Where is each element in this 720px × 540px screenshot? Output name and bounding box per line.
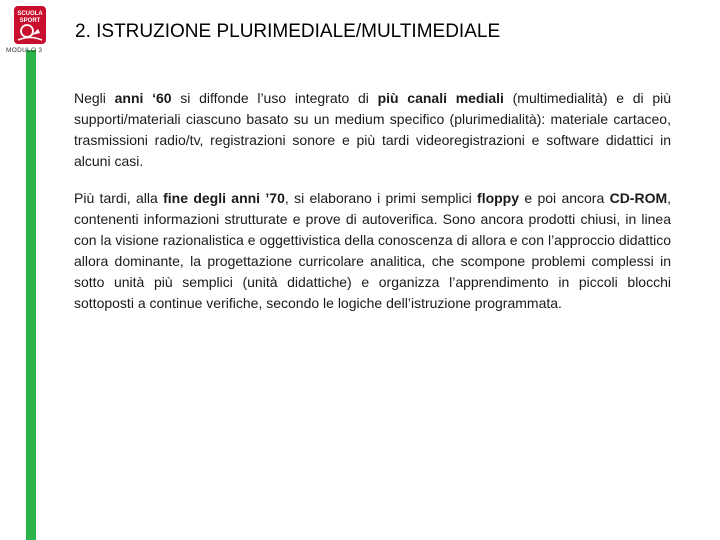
scuola-sport-logo-icon (10, 5, 50, 45)
p2-text-2: , si elaborano i primi semplici (284, 190, 478, 206)
paragraph-1 (74, 88, 671, 172)
p1-bold-1: anni ‘60 (114, 90, 172, 106)
logo-text-line1: SCUOLA (17, 11, 43, 17)
page-title: 2. ISTRUZIONE PLURIMEDIALE/MULTIMEDIALE (75, 21, 501, 42)
module-label: MODULO 3 (6, 47, 43, 54)
content-body (74, 88, 671, 330)
p2-bold-1: fine degli anni ’70 (163, 190, 285, 206)
p2-text-3: e poi ancora (519, 190, 610, 206)
left-accent-bar (26, 50, 36, 540)
p2-bold-3: CD-ROM (609, 190, 668, 206)
logo-text-line2: SPORT (19, 18, 41, 24)
p1-bold-2: più canali mediali (377, 90, 504, 106)
p1-text-3: (multimedialità) e di più supporti/materiali ciascuno basato su un medium specifico (plurimedialità): materiale cartaceo, trasmissioni radio/tv, registrazioni sonore e più tardi videoregistrazioni e software didattici in alcuni casi. (74, 90, 672, 169)
p1-text-2: si diffonde l’uso integrato di (171, 90, 378, 106)
p2-text-4: , contenenti informazioni strutturate e prove di autoverifica. Sono ancora prodotti chiusi, in linea con la visione razionalistica e oggettivistica della conoscenza di allora e con l’approccio didattico allora dominante, la progettazione curricolare analitica, che scompone problemi complessi in sotto unità più semplici (unità didattiche) e organizza l’apprendimento in piccoli blocchi sottoposti a continue verifiche, secondo le logiche dell’istruzione programmata. (74, 190, 672, 311)
p2-bold-2: floppy (477, 190, 520, 206)
p1-text-1: Negli (74, 90, 115, 106)
paragraph-2 (74, 188, 671, 314)
p2-text-1: Più tardi, alla (74, 190, 164, 206)
